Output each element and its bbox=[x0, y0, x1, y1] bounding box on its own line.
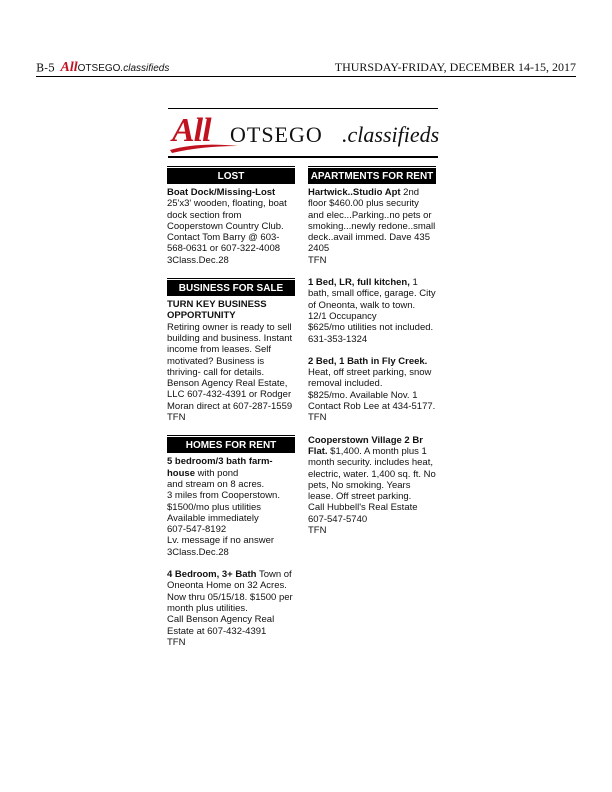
ad-title: Boat Dock/Missing-Lost bbox=[167, 187, 276, 198]
page-number: B-5 bbox=[36, 61, 56, 75]
classified-ad bbox=[167, 299, 295, 423]
small-logo-otsego: OTSEGO bbox=[77, 63, 121, 74]
masthead-rule-top bbox=[168, 108, 438, 109]
masthead-otsego: OTSEGO bbox=[230, 122, 323, 147]
ad-body: 1 bath, small office, garage. City of Oneonta, walk to town. 12/1 Occupancy $625/mo utilities not included. 631-353-1324 bbox=[308, 277, 436, 345]
folio-rule bbox=[36, 76, 576, 77]
ad-title: 2 Bed, 1 Bath in Fly Creek. bbox=[308, 355, 428, 367]
ad-body: Retiring owner is ready to sell building and business. Instant income from leases. Self motivated? Business is thriving- call for details. Benson Agency Real Estate, LLC 607-432-4391 or Rodger Moran direct at 607-287-1559 TFN bbox=[167, 321, 293, 424]
classified-ad bbox=[167, 187, 295, 266]
folio-left bbox=[36, 60, 169, 76]
right-column bbox=[308, 166, 436, 536]
masthead-rule-bottom bbox=[168, 156, 438, 158]
section-rule bbox=[167, 278, 295, 279]
left-column bbox=[167, 166, 295, 648]
ad-body: 25'x3' wooden, floating, boat dock section from Cooperstown Country Club. Contact Tom Barry @ 603-568-0631 or 607-322-4008 3Class.Dec.28 bbox=[167, 198, 287, 266]
ad-body: $1,400. A month plus 1 month security. includes heat, electric, water. 1,400 sq. ft. No pets, No smoking. Years lease. Off street parking. Call Hubbell's Real Estate 607-547-5740 TFN bbox=[308, 445, 436, 537]
ad-title: TURN KEY BUSINESS OPPORTUNITY bbox=[167, 299, 267, 322]
small-logo-all: All bbox=[60, 60, 78, 75]
ad-title: Hartwick..Studio Apt bbox=[308, 187, 401, 198]
ad-body: 2nd floor $460.00 plus security and elec...Parking..no pets or smoking...newly redone..small deck..avail immed. Dave 435 2405 TFN bbox=[308, 187, 436, 266]
small-logo bbox=[61, 60, 170, 76]
ad-title: 1 Bed, LR, full kitchen, bbox=[308, 277, 410, 289]
classified-ad bbox=[308, 277, 436, 345]
section-header-apartments: APARTMENTS FOR RENT bbox=[308, 168, 436, 184]
ad-title-tail: with pond bbox=[194, 467, 239, 479]
classified-ad bbox=[308, 187, 436, 266]
ad-title: Cooperstown Village 2 Br Flat. bbox=[308, 434, 423, 457]
classified-ad bbox=[308, 356, 436, 424]
classified-ad bbox=[167, 569, 295, 648]
masthead-all: All bbox=[172, 112, 211, 149]
section-header-lost: LOST bbox=[167, 168, 295, 184]
ad-body: Town of Oneonta Home on 32 Acres. Now thru 05/15/18. $1500 per month plus utilities. Call Benson Agency Real Estate at 607-432-4391 TFN bbox=[167, 569, 293, 648]
section-rule bbox=[167, 435, 295, 436]
masthead bbox=[168, 110, 438, 156]
ad-title: 4 Bedroom, 3+ Bath bbox=[167, 569, 257, 581]
classified-ad bbox=[167, 456, 295, 558]
folio-bar bbox=[36, 60, 576, 76]
small-logo-classifieds: .classifieds bbox=[120, 63, 170, 74]
issue-date: THURSDAY-FRIDAY, DECEMBER 14-15, 2017 bbox=[334, 60, 576, 74]
ad-title: 5 bedroom/3 bath farm-house bbox=[167, 456, 273, 479]
ad-body: and stream on 8 acres. 3 miles from Cooperstown. $1500/mo plus utilities Available immediately 607-547-8192 Lv. message if no answer 3Class.Dec.28 bbox=[167, 478, 280, 558]
ad-body: Heat, off street parking, snow removal included. $825/mo. Available Nov. 1 Contact Rob Lee at 434-5177. TFN bbox=[308, 367, 436, 424]
section-rule bbox=[308, 166, 436, 167]
masthead-classifieds: .classifieds bbox=[342, 122, 440, 147]
section-rule bbox=[167, 166, 295, 167]
section-header-business: BUSINESS FOR SALE bbox=[167, 280, 295, 296]
classified-ad bbox=[308, 435, 436, 537]
section-header-homes: HOMES FOR RENT bbox=[167, 437, 295, 453]
